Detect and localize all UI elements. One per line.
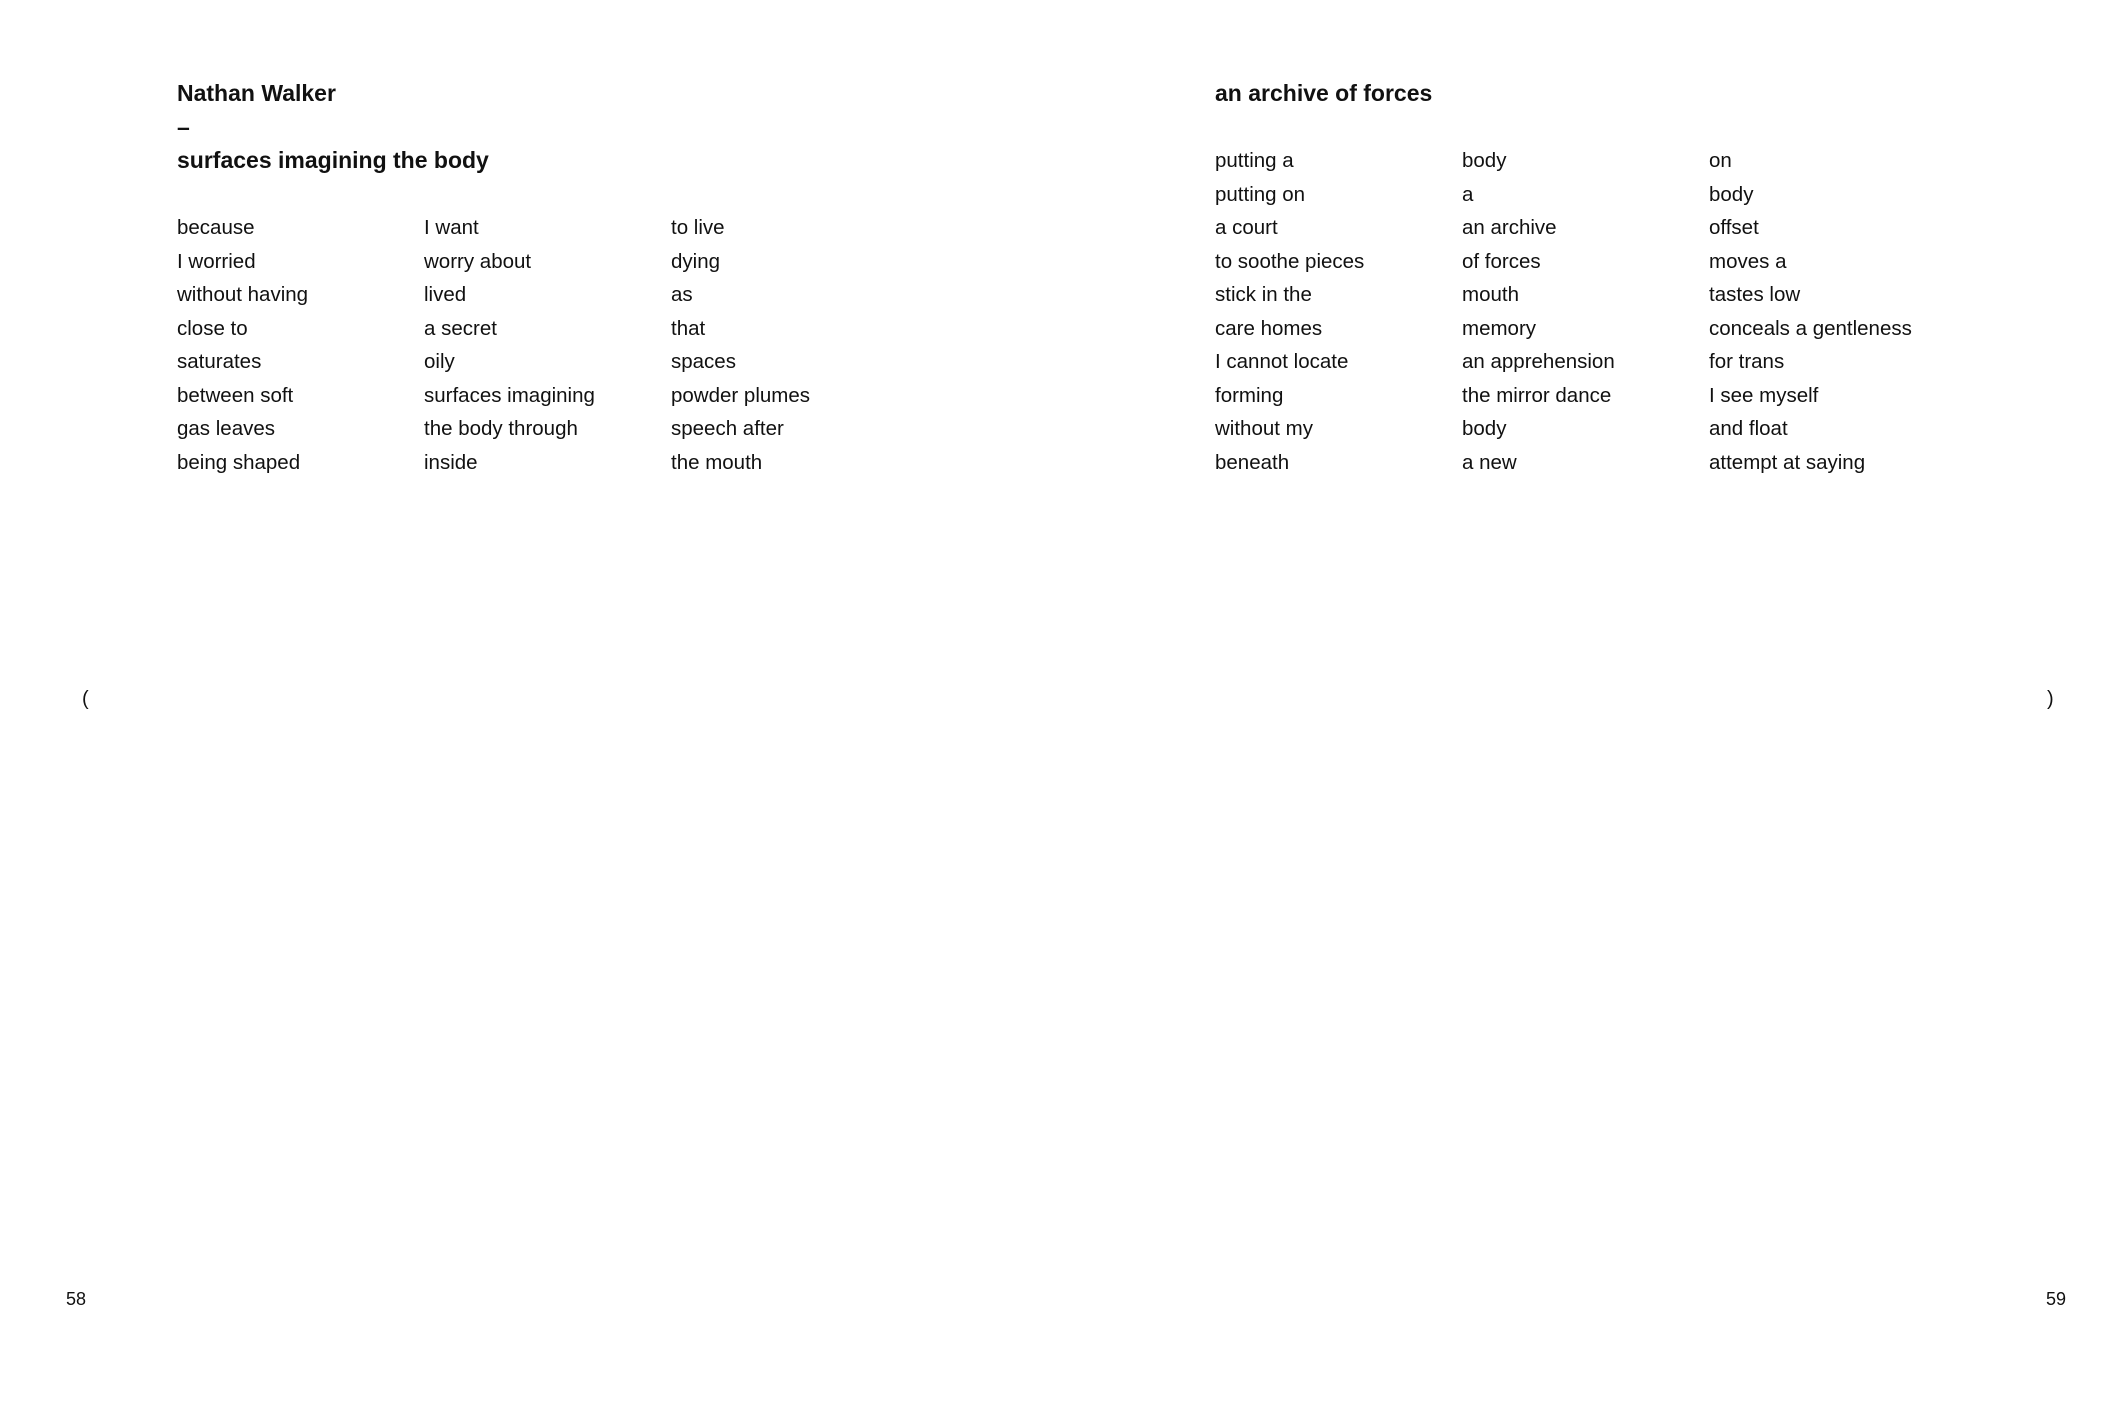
poem-line: the mouth	[671, 450, 763, 474]
poem-line: without having	[177, 283, 309, 306]
right-page	[1062, 0, 2125, 1417]
poem-title: an archive of forces	[1215, 80, 1433, 106]
poem-line: for trans	[1709, 350, 1785, 373]
poem-line: between soft	[177, 383, 294, 407]
open-parenthesis: (	[82, 688, 89, 710]
poem-column-1	[1215, 144, 1462, 479]
poem-line: body	[1462, 149, 1507, 172]
poem-line: of forces	[1462, 249, 1541, 273]
poem-line: mouth	[1462, 283, 1519, 306]
poem-line: beneath	[1215, 450, 1290, 474]
poem-title: surfaces imagining the body	[177, 147, 489, 173]
poem-line: tastes low	[1709, 283, 1801, 306]
poem-line: care homes	[1215, 316, 1323, 340]
poem-line: body	[1709, 182, 1754, 206]
poem-line: saturates	[177, 350, 262, 373]
poem-line: memory	[1462, 316, 1537, 340]
poem-line: being shaped	[177, 450, 301, 474]
poem-line: lived	[424, 283, 467, 306]
poem-line: to live	[671, 216, 725, 239]
poem-line: putting on	[1215, 182, 1306, 206]
poem-line: to soothe pieces	[1215, 249, 1365, 273]
poem-line: a new	[1462, 450, 1517, 474]
poem-column-2	[1462, 144, 1709, 479]
poem-line: attempt at saying	[1709, 450, 1866, 474]
poem-column-2	[424, 211, 671, 479]
poem-line: forming	[1215, 383, 1284, 407]
poem-line: an apprehension	[1462, 350, 1615, 373]
poem-line: stick in the	[1215, 283, 1312, 306]
poem-line: powder plumes	[671, 383, 811, 407]
author-name: Nathan Walker	[177, 80, 336, 106]
poem-line: I cannot locate	[1215, 350, 1349, 373]
poem-body	[177, 211, 918, 479]
page-number-right: 59	[2046, 1289, 2067, 1309]
poem-line: oily	[424, 350, 455, 373]
poem-line: an archive	[1462, 216, 1557, 239]
poem-line: a	[1462, 182, 1474, 206]
poem-line: I worried	[177, 249, 256, 273]
poem-line: the mirror dance	[1462, 383, 1612, 407]
poem-column-3	[1709, 144, 1956, 479]
poem-line: a secret	[424, 316, 497, 340]
poem-column-3	[671, 211, 918, 479]
poem-line: I want	[424, 216, 479, 239]
poem-column-1	[177, 211, 424, 479]
poem-line: speech after	[671, 417, 784, 440]
poem-line: close to	[177, 316, 248, 340]
poem-line: conceals a gentleness	[1709, 316, 1912, 340]
poem-line: the body through	[424, 417, 578, 440]
poem-line: spaces	[671, 350, 736, 373]
poem-line: a court	[1215, 216, 1278, 239]
title-dash: –	[177, 114, 190, 140]
poem-line: moves a	[1709, 249, 1787, 273]
poem-line: because	[177, 216, 255, 239]
poem-line: inside	[424, 450, 478, 474]
poem-line: offset	[1709, 216, 1759, 239]
poem-line: dying	[671, 249, 721, 273]
poem-line: as	[671, 283, 693, 306]
poem-line: without my	[1215, 417, 1313, 440]
poem-line: body	[1462, 417, 1507, 440]
poem-line: surfaces imagining	[424, 383, 595, 407]
poem-body	[1215, 144, 1956, 479]
poem-line: and float	[1709, 417, 1788, 440]
close-parenthesis: )	[2047, 688, 2054, 710]
poem-line: on	[1709, 149, 1732, 172]
poem-line: I see myself	[1709, 383, 1819, 407]
left-page	[0, 0, 1062, 1417]
poem-line: putting a	[1215, 149, 1294, 172]
poem-line: worry about	[424, 249, 532, 273]
page-number-left: 58	[66, 1289, 87, 1309]
poem-line: that	[671, 316, 706, 340]
poem-line: gas leaves	[177, 417, 276, 440]
